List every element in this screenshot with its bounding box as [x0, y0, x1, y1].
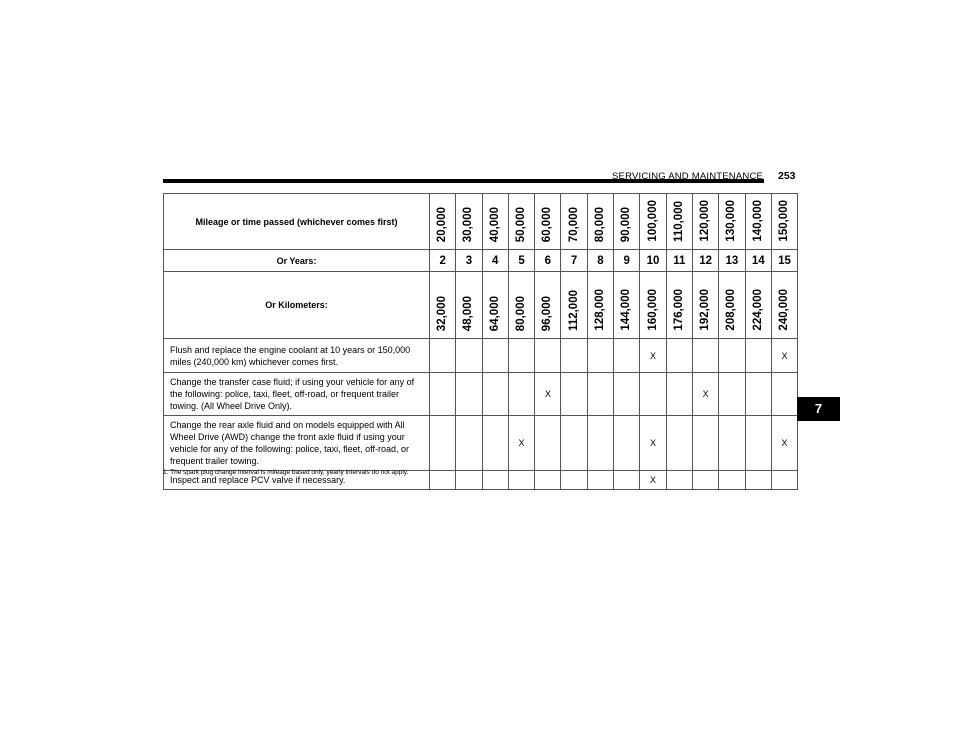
mileage-value: 150,000 — [778, 200, 790, 242]
kilometer-value: 128,000 — [593, 289, 606, 331]
kilometer-value: 240,000 — [778, 289, 790, 331]
service-mark — [614, 339, 640, 373]
mileage-value: 70,000 — [567, 206, 580, 242]
service-mark — [561, 471, 587, 490]
mileage-cell — [719, 194, 745, 250]
service-mark — [430, 339, 456, 373]
service-row — [164, 339, 798, 373]
kilometer-value: 48,000 — [462, 295, 475, 331]
mileage-cell — [771, 194, 797, 250]
kilometer-cell — [535, 272, 561, 339]
service-mark — [745, 373, 771, 416]
mileage-cell — [561, 194, 587, 250]
service-row — [164, 373, 798, 416]
service-mark — [456, 373, 482, 416]
mileage-value: 30,000 — [462, 206, 475, 242]
kilometers-row — [164, 272, 798, 339]
mileage-value: 100,000 — [646, 200, 659, 242]
kilometer-value: 32,000 — [436, 295, 449, 331]
page-number: 253 — [778, 170, 796, 182]
service-mark — [508, 339, 534, 373]
year-value: 8 — [587, 250, 613, 272]
kilometer-cell — [456, 272, 482, 339]
year-value: 2 — [430, 250, 456, 272]
chapter-tab: 7 — [797, 397, 840, 421]
kilometer-value: 112,000 — [567, 290, 580, 331]
kilometer-cell — [666, 272, 692, 339]
service-mark — [614, 373, 640, 416]
kilometer-value: 144,000 — [620, 289, 633, 331]
service-description: Change the rear axle fluid and on models equipped with All Wheel Drive (AWD) change the front axle fluid if using your vehicle for any of the following: police, taxi, fleet, off-road, or frequent trailer towing. — [164, 416, 430, 471]
service-mark — [456, 339, 482, 373]
service-mark — [640, 373, 666, 416]
years-row — [164, 250, 798, 272]
mileage-value: 110,000 — [672, 201, 685, 242]
years-label: Or Years: — [164, 250, 430, 272]
kilometer-cell — [771, 272, 797, 339]
service-mark: X — [640, 339, 666, 373]
kilometer-cell — [508, 272, 534, 339]
mileage-cell — [535, 194, 561, 250]
year-value: 3 — [456, 250, 482, 272]
service-mark: X — [692, 373, 718, 416]
service-mark — [535, 471, 561, 490]
service-mark — [666, 416, 692, 471]
service-mark: X — [508, 416, 534, 471]
service-mark — [692, 471, 718, 490]
mileage-value: 20,000 — [436, 206, 449, 242]
kilometer-value: 224,000 — [751, 289, 764, 331]
service-mark — [561, 416, 587, 471]
service-mark — [430, 471, 456, 490]
service-description: Inspect and replace PCV valve if necessary. — [164, 471, 430, 490]
mileage-value: 50,000 — [515, 206, 528, 242]
year-value: 12 — [692, 250, 718, 272]
service-mark — [745, 471, 771, 490]
kilometer-cell — [692, 272, 718, 339]
maintenance-schedule-table — [163, 193, 798, 490]
mileage-cell — [666, 194, 692, 250]
service-row — [164, 416, 798, 471]
kilometer-value: 160,000 — [646, 289, 659, 331]
year-value: 6 — [535, 250, 561, 272]
kilometer-value: 96,000 — [541, 295, 554, 331]
service-mark — [456, 471, 482, 490]
kilometer-cell — [614, 272, 640, 339]
kilometer-value: 80,000 — [515, 295, 528, 331]
mileage-cell — [692, 194, 718, 250]
mileage-value: 130,000 — [725, 200, 738, 242]
kilometer-value: 192,000 — [699, 289, 712, 331]
service-mark — [456, 416, 482, 471]
year-value: 7 — [561, 250, 587, 272]
kilometer-cell — [430, 272, 456, 339]
service-mark — [508, 471, 534, 490]
kilometer-cell — [587, 272, 613, 339]
mileage-cell — [640, 194, 666, 250]
service-mark: X — [640, 471, 666, 490]
service-mark: X — [771, 416, 797, 471]
service-mark — [719, 373, 745, 416]
service-mark — [745, 339, 771, 373]
service-mark — [587, 373, 613, 416]
service-mark — [482, 373, 508, 416]
service-mark — [535, 416, 561, 471]
service-mark — [587, 416, 613, 471]
mileage-value: 60,000 — [541, 206, 554, 242]
service-mark — [666, 373, 692, 416]
service-mark: X — [640, 416, 666, 471]
year-value: 4 — [482, 250, 508, 272]
section-title: SERVICING AND MAINTENANCE — [612, 171, 764, 182]
year-value: 9 — [614, 250, 640, 272]
year-value: 5 — [508, 250, 534, 272]
service-mark — [666, 471, 692, 490]
service-description: Change the transfer case fluid; if using your vehicle for any of the following: police, taxi, fleet, off-road, or frequent trailer towing. (All Wheel Drive Only). — [164, 373, 430, 416]
kilometer-cell — [482, 272, 508, 339]
service-mark — [719, 339, 745, 373]
mileage-cell — [508, 194, 534, 250]
mileage-value: 140,000 — [751, 200, 764, 242]
service-mark — [561, 339, 587, 373]
mileage-label: Mileage or time passed (whichever comes first) — [164, 194, 430, 250]
service-mark — [692, 416, 718, 471]
service-mark — [692, 339, 718, 373]
mileage-cell — [614, 194, 640, 250]
service-mark — [745, 416, 771, 471]
mileage-row — [164, 194, 798, 250]
mileage-cell — [430, 194, 456, 250]
mileage-value: 80,000 — [593, 206, 606, 242]
service-mark — [561, 373, 587, 416]
footnote: 1. The spark plug change interval is mileage based only, yearly intervals do not apply. — [163, 469, 409, 476]
service-mark — [430, 373, 456, 416]
service-mark — [614, 471, 640, 490]
mileage-value: 120,000 — [699, 200, 712, 242]
service-description: Flush and replace the engine coolant at 10 years or 150,000 miles (240,000 km) whichever comes first. — [164, 339, 430, 373]
mileage-value: 40,000 — [488, 206, 501, 242]
mileage-cell — [456, 194, 482, 250]
kilometers-label: Or Kilometers: — [164, 272, 430, 339]
mileage-cell — [745, 194, 771, 250]
year-value: 14 — [745, 250, 771, 272]
service-mark — [666, 339, 692, 373]
kilometer-cell — [640, 272, 666, 339]
kilometer-cell — [561, 272, 587, 339]
mileage-cell — [587, 194, 613, 250]
service-mark — [482, 416, 508, 471]
kilometer-value: 64,000 — [488, 295, 501, 331]
service-mark — [587, 471, 613, 490]
service-mark — [719, 471, 745, 490]
service-mark — [771, 373, 797, 416]
kilometer-cell — [745, 272, 771, 339]
service-mark — [535, 339, 561, 373]
mileage-value: 90,000 — [620, 206, 633, 242]
year-value: 15 — [771, 250, 797, 272]
service-mark: X — [771, 339, 797, 373]
service-mark — [508, 373, 534, 416]
service-mark — [482, 339, 508, 373]
year-value: 11 — [666, 250, 692, 272]
service-mark — [430, 416, 456, 471]
service-mark: X — [535, 373, 561, 416]
service-mark — [614, 416, 640, 471]
mileage-cell — [482, 194, 508, 250]
kilometer-value: 176,000 — [672, 289, 685, 331]
service-mark — [719, 416, 745, 471]
year-value: 10 — [640, 250, 666, 272]
service-mark — [771, 471, 797, 490]
year-value: 13 — [719, 250, 745, 272]
service-mark — [482, 471, 508, 490]
service-mark — [587, 339, 613, 373]
kilometer-value: 208,000 — [725, 289, 738, 331]
kilometer-cell — [719, 272, 745, 339]
